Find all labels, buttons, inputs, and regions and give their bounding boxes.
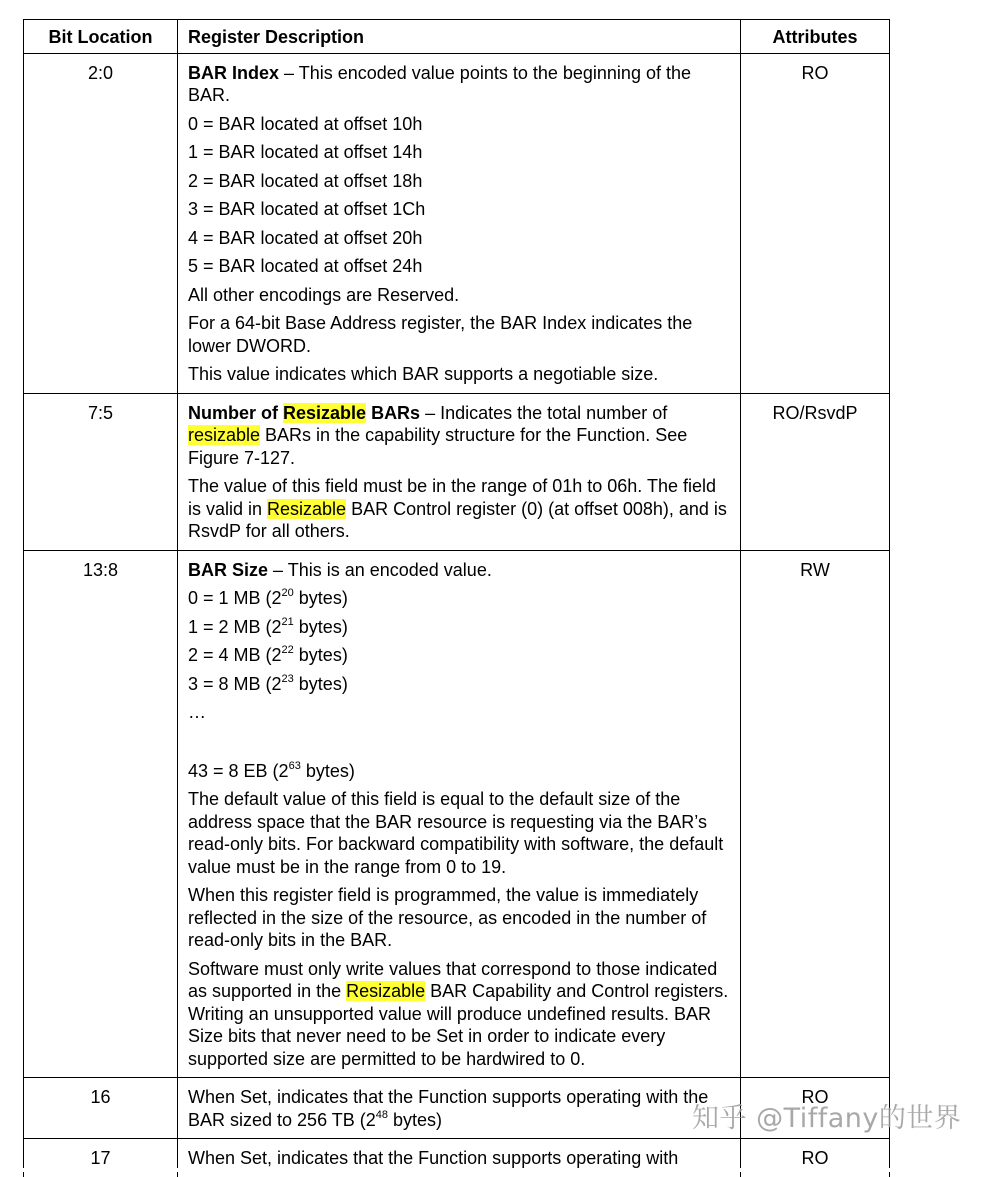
field-title: BAR Index xyxy=(188,62,280,83)
size-encoding-line: 43 = 8 EB ($2^{63}$ bytes) xyxy=(188,759,355,781)
page-bottom-edge xyxy=(0,1168,996,1172)
paragraph: The value of this field must be in the range of 01h to 06h. The field is valid in Resizable BAR Control register (0) (at offset 008h), and is RsvdP for all others. xyxy=(188,476,727,541)
field-title: Number of Resizable BARs xyxy=(188,402,421,423)
highlight: resizable xyxy=(188,425,261,445)
size-encoding-line: 1 = 2 MB ($2^{21}$ bytes) xyxy=(188,615,348,637)
size-encoding-line: 2 = 4 MB ($2^{22}$ bytes) xyxy=(188,644,348,665)
paragraph: BAR Index – This encoded value points to the beginning of the BAR. xyxy=(188,62,691,105)
paragraph: All other encodings are Reserved. xyxy=(188,284,460,305)
description-cell xyxy=(178,393,741,550)
paragraph: Number of Resizable BARs – Indicates the total number of resizable BARs in the capability structure for the Function. See Figure 7-127. xyxy=(188,402,688,468)
spacer xyxy=(188,730,730,760)
table-row xyxy=(24,53,890,393)
bit-location-cell: 2:0 xyxy=(24,53,178,393)
register-table xyxy=(23,19,890,1177)
encoding-line: 4 = BAR located at offset 20h xyxy=(188,227,423,248)
header-register-description: Register Description xyxy=(178,20,741,54)
attributes-cell: RO xyxy=(741,1078,890,1139)
paragraph: This value indicates which BAR supports a negotiable size. xyxy=(188,364,659,384)
encoding-line: 3 = BAR located at offset 1Ch xyxy=(188,199,426,219)
field-title: BAR Size xyxy=(188,559,269,580)
bit-location-cell: 13:8 xyxy=(24,550,178,1078)
bit-location-cell: 16 xyxy=(24,1078,178,1139)
attributes-cell: RO xyxy=(741,1139,890,1177)
paragraph: BAR Size – This is an encoded value. xyxy=(188,559,492,580)
paragraph: Software must only write values that correspond to those indicated as supported in the Resizable BAR Capability and Control registers. Writing an unsupported value will produce undefined results. BAR Size bits that never need to be Set in order to indicate every supported size are permitted to be hardwired to 0. xyxy=(188,958,729,1069)
paragraph: When this register field is programmed, the value is immediately reflected in the size of the resource, as encoded in the number of read-only bits in the BAR. xyxy=(188,885,707,950)
size-encoding-line: 0 = 1 MB ($2^{20}$ bytes) xyxy=(188,587,348,608)
bit-location-cell: 17 xyxy=(24,1139,178,1177)
description-cell xyxy=(178,550,741,1078)
attributes-cell: RW xyxy=(741,550,890,1078)
description-cell xyxy=(178,53,741,393)
attributes-cell: RO/RsvdP xyxy=(741,393,890,550)
attributes-cell: RO xyxy=(741,53,890,393)
paragraph: When Set, indicates that the Function supports operating with xyxy=(188,1148,679,1168)
encoding-line: 5 = BAR located at offset 24h xyxy=(188,256,423,276)
bit-location-cell: 7:5 xyxy=(24,393,178,550)
table-row xyxy=(24,393,890,550)
paragraph: The default value of this field is equal to the default size of the address space that the BAR resource is requesting via the BAR’s read-only bits. For backward compatibility with software, the default value must be in the range from 0 to 19. xyxy=(188,789,724,877)
table-row xyxy=(24,550,890,1078)
highlight: Resizable xyxy=(283,402,367,423)
header-row xyxy=(24,20,890,54)
paragraph: When Set, indicates that the Function supports operating with the BAR sized to 256 TB ($2^{48}$ bytes) xyxy=(188,1087,709,1130)
encoding-line: 2 = BAR located at offset 18h xyxy=(188,170,423,191)
size-encoding-line: 3 = 8 MB ($2^{23}$ bytes) xyxy=(188,672,348,694)
header-bit-location: Bit Location xyxy=(24,20,178,54)
watermark: 知乎 @Tiffany的世界 xyxy=(692,1103,962,1134)
highlight: Resizable xyxy=(346,981,426,1001)
ellipsis: … xyxy=(188,702,206,722)
encoding-line: 1 = BAR located at offset 14h xyxy=(188,142,423,162)
header-attributes: Attributes xyxy=(741,20,890,54)
paragraph: For a 64-bit Base Address register, the BAR Index indicates the lower DWORD. xyxy=(188,313,693,356)
encoding-line: 0 = BAR located at offset 10h xyxy=(188,113,423,134)
highlight: Resizable xyxy=(267,498,347,519)
description-cell xyxy=(178,1078,741,1139)
